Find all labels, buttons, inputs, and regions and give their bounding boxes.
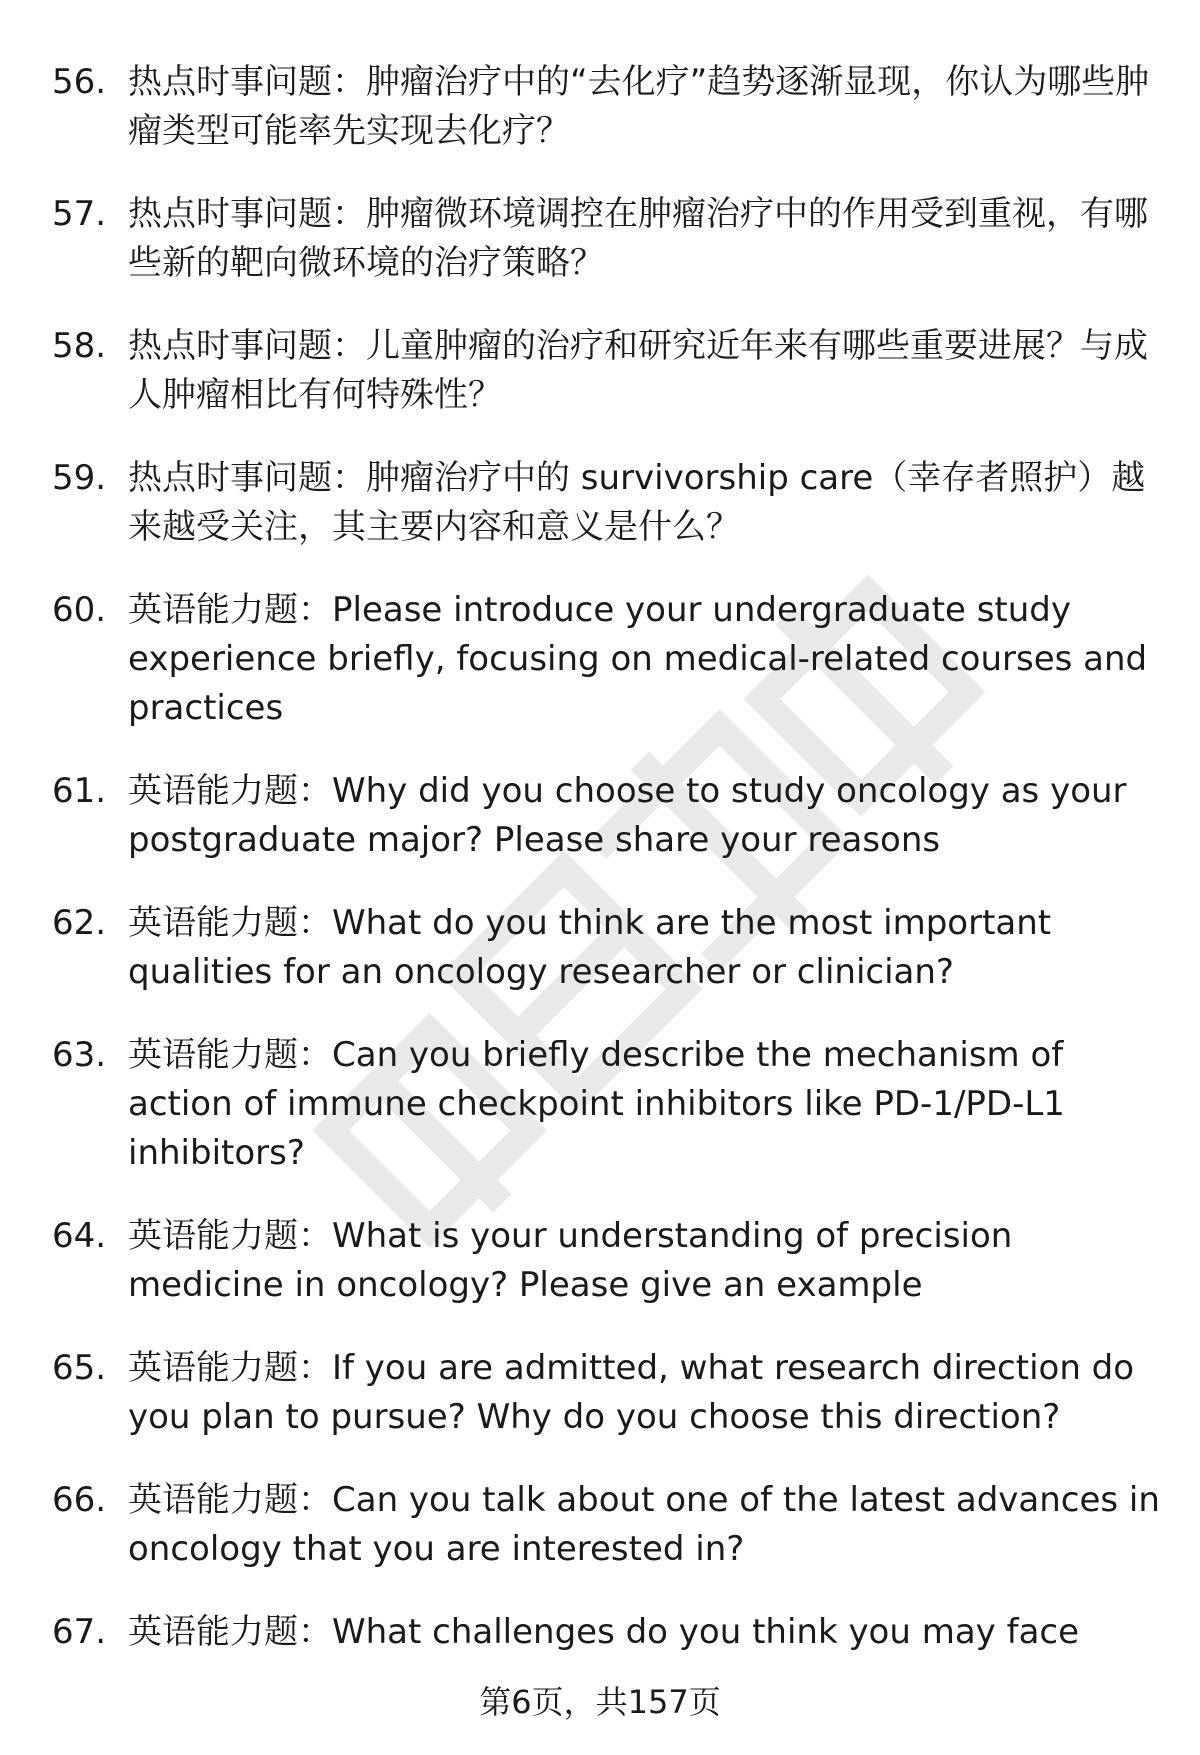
- question-number: 64.: [52, 1216, 107, 1256]
- question-number: 65.: [52, 1348, 107, 1388]
- question-text: 英语能力题：If you are admitted, what research direction do you plan to pursue? Why do you choose this direction?: [128, 1348, 1135, 1437]
- question-text: 热点时事问题：肿瘤治疗中的 survivorship care（幸存者照护）越来越受关注，其主要内容和意义是什么？: [128, 458, 1146, 547]
- question-text: 热点时事问题：肿瘤治疗中的“去化疗”趋势逐渐显现，你认为哪些肿瘤类型可能率先实现去化疗？: [128, 62, 1150, 151]
- question-number: 60.: [52, 590, 107, 630]
- question-number: 66.: [52, 1480, 107, 1520]
- question-text: 英语能力题：What is your understanding of precision medicine in oncology? Please give an example: [128, 1216, 1013, 1305]
- question-text: 英语能力题：What do you think are the most important qualities for an oncology researcher or clinician?: [128, 903, 1052, 992]
- question-item: [52, 899, 1162, 997]
- page-number: 第6页，共157页: [479, 1683, 721, 1721]
- question-number: 59.: [52, 458, 107, 498]
- question-text: 英语能力题：Can you talk about one of the latest advances in oncology that you are interested in?: [128, 1480, 1160, 1569]
- question-text: 英语能力题：Can you briefly describe the mechanism of action of immune checkpoint inhibitors like PD-1/PD-L1 inhibitors?: [128, 1035, 1065, 1173]
- question-item: [52, 1212, 1162, 1310]
- question-text: 热点时事问题：肿瘤微环境调控在肿瘤治疗中的作用受到重视，有哪些新的靶向微环境的治疗策略？: [128, 194, 1148, 283]
- question-text: 热点时事问题：儿童肿瘤的治疗和研究近年来有哪些重要进展？与成人肿瘤相比有何特殊性？: [128, 326, 1148, 415]
- question-number: 62.: [52, 903, 107, 943]
- question-text: 英语能力题：What challenges do you think you may face: [128, 1612, 1080, 1652]
- question-item: [52, 1031, 1162, 1178]
- question-number: 57.: [52, 194, 107, 234]
- question-number: 63.: [52, 1035, 107, 1075]
- question-text: 英语能力题：Why did you choose to study oncology as your postgraduate major? Please share your reasons: [128, 771, 1127, 860]
- question-item: [52, 1344, 1162, 1442]
- question-item: [52, 767, 1162, 865]
- question-item: [52, 190, 1162, 288]
- question-item: [52, 1608, 1162, 1657]
- question-number: 67.: [52, 1612, 107, 1652]
- question-list: [52, 58, 1162, 1691]
- question-number: 61.: [52, 771, 107, 811]
- question-number: 58.: [52, 326, 107, 366]
- question-item: [52, 586, 1162, 733]
- question-text: 英语能力题：Please introduce your undergraduate study experience briefly, focusing on medical-related courses and practices: [128, 590, 1148, 728]
- question-item: [52, 1476, 1162, 1574]
- question-number: 56.: [52, 62, 107, 102]
- question-item: [52, 58, 1162, 156]
- question-item: [52, 322, 1162, 420]
- question-item: [52, 454, 1162, 552]
